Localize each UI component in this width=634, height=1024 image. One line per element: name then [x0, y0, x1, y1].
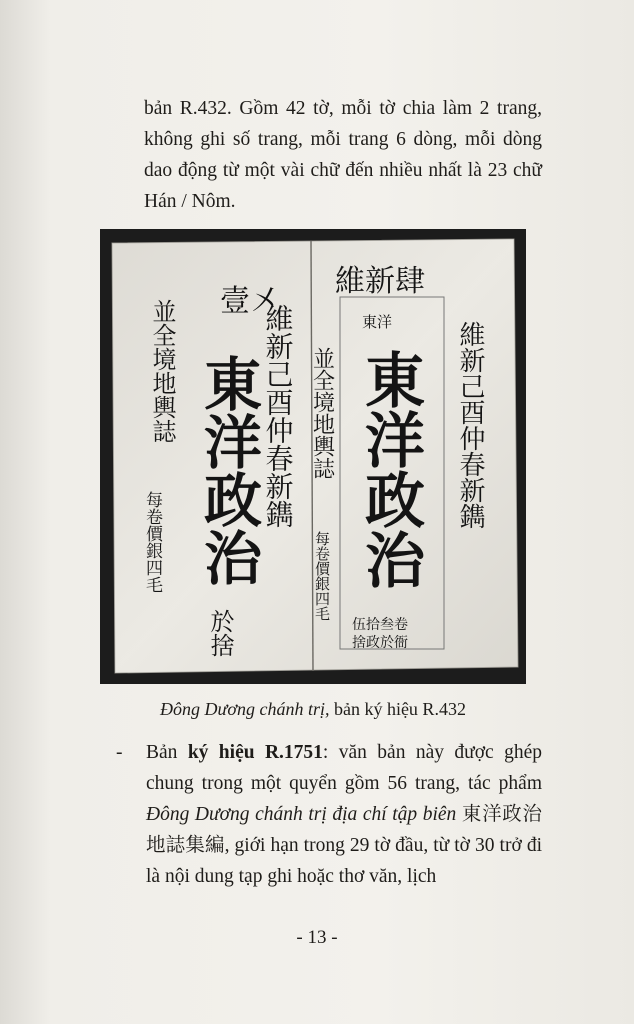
- scanned-woodblock-cover-photo: [100, 229, 526, 684]
- right-big-column: 東洋政治: [355, 349, 425, 589]
- left-big-column: 東洋政治: [194, 354, 262, 586]
- left-date-column: 維新己酉仲春新鐫: [261, 304, 295, 528]
- right-top-line: 維新肆: [335, 264, 425, 299]
- page-number: - 13 -: [296, 927, 338, 948]
- p2-italic-title: Đông Dương chánh trị địa chí tập biên: [146, 804, 457, 825]
- p2-bold-label: ký hiệu R.1751: [187, 742, 323, 763]
- cover-illustration: [100, 229, 526, 684]
- paragraph-r1751: [146, 737, 542, 892]
- left-tail-text: 於捨: [206, 609, 234, 657]
- bullet-dash: -: [116, 742, 123, 763]
- left-price-column: 每卷價銀四毛: [142, 491, 162, 593]
- right-price-column: 每卷價銀四毛: [313, 531, 331, 621]
- caption-reference: bản ký hiệu R.432: [329, 699, 466, 719]
- right-bottom-small-2: 捨政於衙: [352, 635, 408, 651]
- right-bottom-small: 伍拾叁卷: [352, 617, 408, 633]
- right-date-column: 維新己酉仲春新鐫: [455, 321, 485, 529]
- right-small-column: 並全境地輿誌: [309, 347, 335, 479]
- paragraph-intro: bản R.432. Gồm 42 tờ, mỗi tờ chia làm 2 trang, không ghi số trang, mỗi trang 6 dòng, mỗi dòng dao động từ một vài chữ đến nhiều nhất là 23 chữ Hán / Nôm.: [144, 98, 542, 212]
- right-header-small: 東洋: [362, 313, 393, 331]
- caption-title: Đông Dương chánh trị,: [160, 699, 330, 719]
- left-seal-text: 壹㐅: [220, 284, 280, 319]
- p2-prefix: Bản: [146, 742, 188, 763]
- p2-mid1: : văn bản này được ghép chung trong một quyển gồm 56 trang, tác phẩm: [146, 742, 542, 794]
- figure-caption: [100, 697, 526, 721]
- p2-mid2: 東洋政治地誌集編, giới hạn trong 29 tờ đầu, từ tờ 30 trở đi là nội dung tạp ghi hoặc thơ văn, lịch: [146, 804, 542, 887]
- left-small-column: 並全境地輿誌: [148, 299, 176, 443]
